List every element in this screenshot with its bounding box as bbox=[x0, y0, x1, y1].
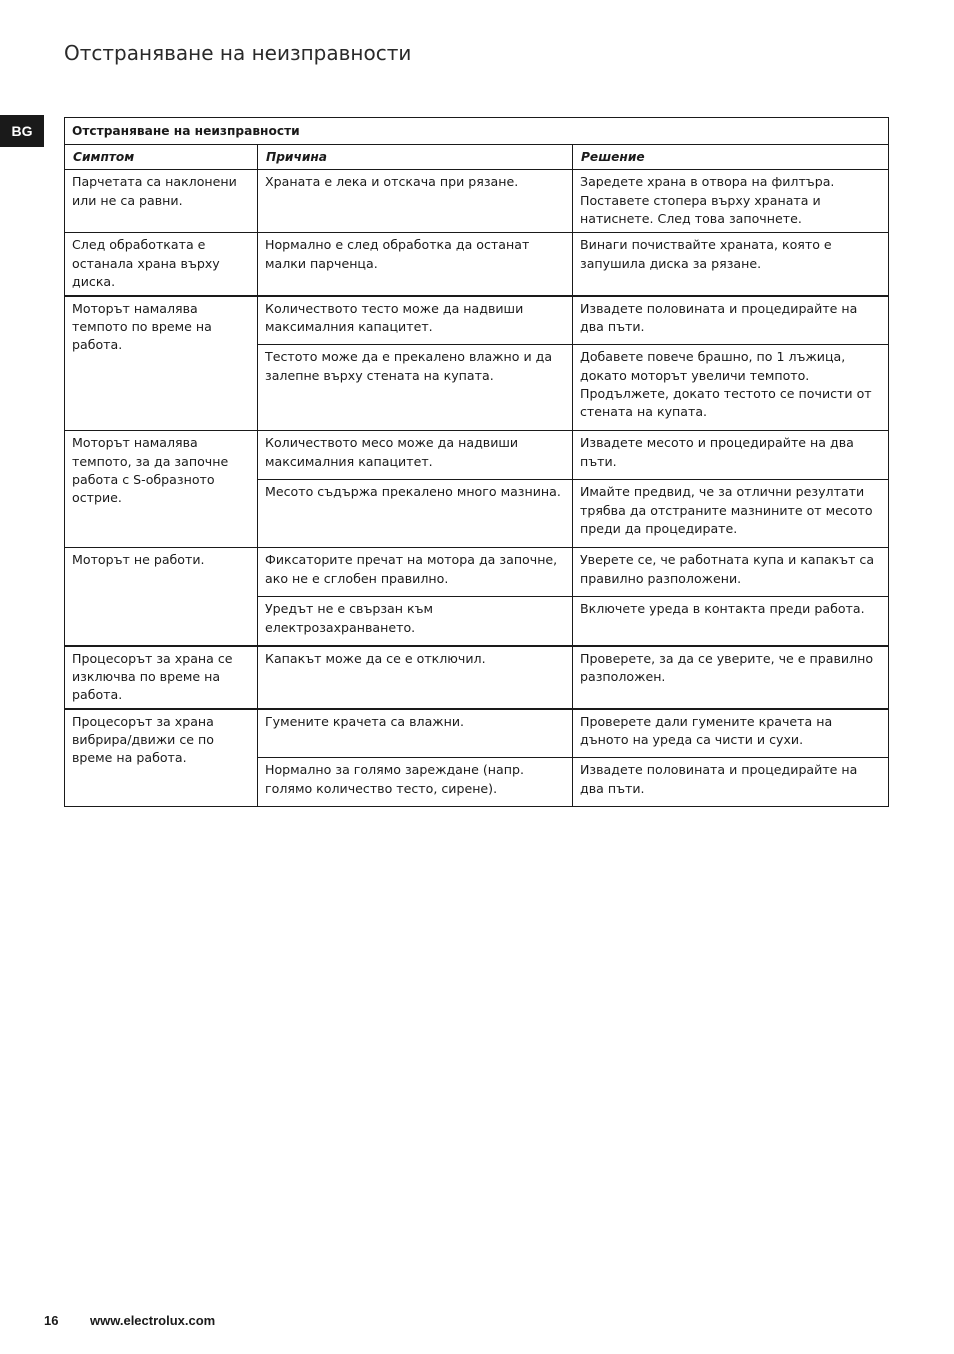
cause-cell: Нормално е след обработка да останат малки парченца. bbox=[258, 233, 573, 296]
cause-cell: Капакът може да се е отключил. bbox=[258, 646, 573, 709]
solution-cell: Извадете половината и процедирайте на два пъти. bbox=[573, 296, 889, 345]
cause-cell: Тестото може да е прекалено влажно и да залепне върху стената на купата. bbox=[258, 345, 573, 431]
symptom-cell: Моторът намалява темпото, за да започне работа с S-образното острие. bbox=[65, 431, 258, 548]
cause-cell: Месото съдържа прекалено много мазнина. bbox=[258, 480, 573, 548]
table-row bbox=[65, 233, 889, 296]
solution-cell: Винаги почиствайте храната, която е запушила диска за рязане. bbox=[573, 233, 889, 296]
cause-cell: Гумените крачета са влажни. bbox=[258, 709, 573, 758]
cause-cell: Количеството тесто може да надвиши максималния капацитет. bbox=[258, 296, 573, 345]
solution-cell: Имайте предвид, че за отлични резултати трябва да отстраните мазнините от месото преди да процедирате. bbox=[573, 480, 889, 548]
troubleshooting-table bbox=[64, 117, 889, 807]
table-row bbox=[65, 431, 889, 480]
symptom-cell: Процесорът за храна вибрира/движи се по време на работа. bbox=[65, 709, 258, 807]
solution-cell: Заредете храна в отвора на филтъра. Поставете стопера върху храната и натиснете. След това започнете. bbox=[573, 170, 889, 233]
cause-cell: Нормално за голямо зареждане (напр. голямо количество тесто, сирене). bbox=[258, 758, 573, 807]
table-row bbox=[65, 548, 889, 597]
cause-cell: Количеството месо може да надвиши максималния капацитет. bbox=[258, 431, 573, 480]
cause-cell: Уредът не е свързан към електрозахранването. bbox=[258, 597, 573, 646]
solution-cell: Извадете месото и процедирайте на два пъти. bbox=[573, 431, 889, 480]
solution-cell: Извадете половината и процедирайте на два пъти. bbox=[573, 758, 889, 807]
page-number: 16 bbox=[44, 1313, 59, 1328]
cause-cell: Фиксаторите пречат на мотора да започне, ако не е сглобен правилно. bbox=[258, 548, 573, 597]
symptom-cell: Парчетата са наклонени или не са равни. bbox=[65, 170, 258, 233]
solution-cell: Проверете дали гумените крачета на дъното на уреда са чисти и сухи. bbox=[573, 709, 889, 758]
language-tab: BG bbox=[0, 115, 44, 147]
header-solution: Решение bbox=[573, 145, 889, 170]
page-title: Отстраняване на неизправности bbox=[64, 41, 412, 65]
table-row bbox=[65, 296, 889, 345]
table-row bbox=[65, 709, 889, 758]
solution-cell: Проверете, за да се уверите, че е правилно разположен. bbox=[573, 646, 889, 709]
header-cause: Причина bbox=[258, 145, 573, 170]
symptom-cell: След обработката е останала храна върху диска. bbox=[65, 233, 258, 296]
website-link[interactable]: www.electrolux.com bbox=[90, 1313, 216, 1328]
table-row bbox=[65, 646, 889, 709]
solution-cell: Добавете повече брашно, по 1 лъжица, докато моторът увеличи темпото. Продължете, докато тестото се почисти от стената на купата. bbox=[573, 345, 889, 431]
solution-cell: Включете уреда в контакта преди работа. bbox=[573, 597, 889, 646]
header-symptom: Симптом bbox=[65, 145, 258, 170]
table-header-row bbox=[65, 145, 889, 170]
symptom-cell: Моторът не работи. bbox=[65, 548, 258, 646]
symptom-cell: Моторът намалява темпото по време на работа. bbox=[65, 296, 258, 431]
page-footer bbox=[44, 1313, 215, 1328]
table-row bbox=[65, 170, 889, 233]
table-caption: Отстраняване на неизправности bbox=[65, 118, 889, 145]
solution-cell: Уверете се, че работната купа и капакът са правилно разположени. bbox=[573, 548, 889, 597]
symptom-cell: Процесорът за храна се изключва по време на работа. bbox=[65, 646, 258, 709]
cause-cell: Храната е лека и отскача при рязане. bbox=[258, 170, 573, 233]
